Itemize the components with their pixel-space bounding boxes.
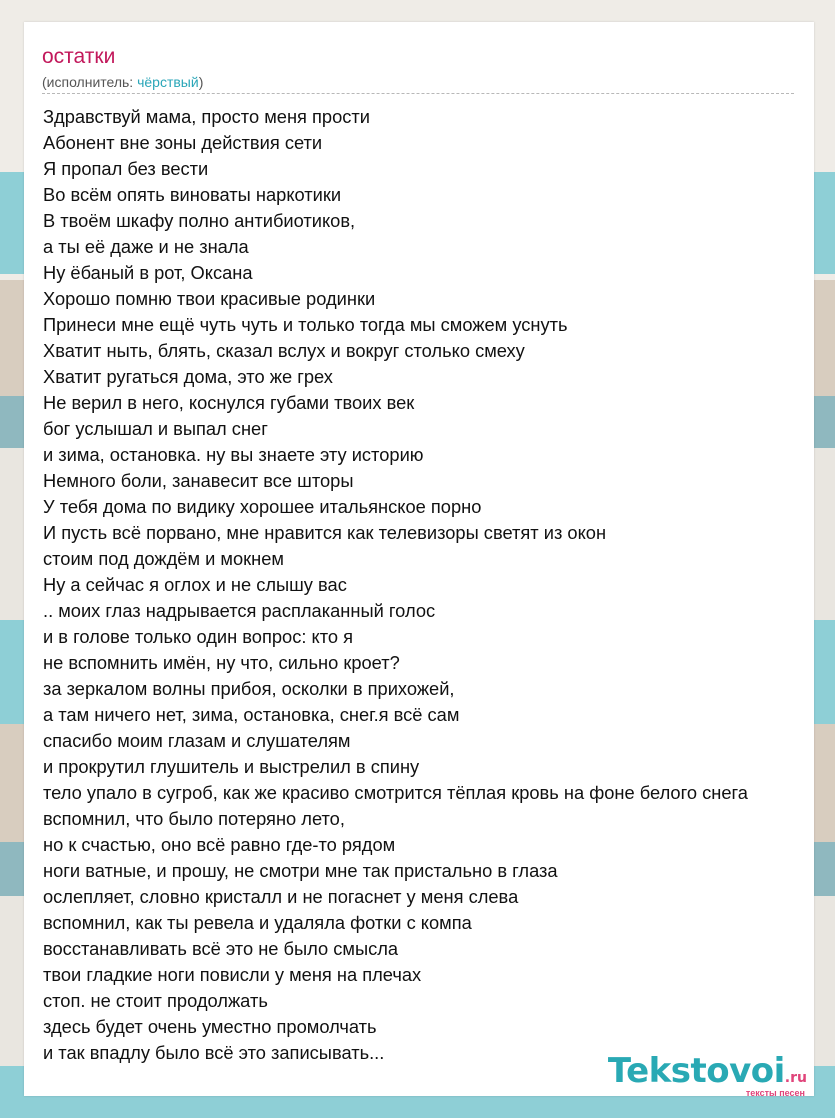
lyric-line: Ну а сейчас я оглох и не слышу вас [43,574,347,595]
lyric-line: В твоём шкафу полно антибиотиков, [43,210,356,231]
lyric-line: Здравствуй мама, просто меня прости [43,106,370,127]
song-title: остатки [42,45,116,68]
lyric-line: и так впадлу было всё это записывать... [43,1042,385,1063]
lyric-line: а там ничего нет, зима, остановка, снег.я всё сам [43,704,460,725]
lyric-line: ноги ватные, и прошу, не смотри мне так пристально в глаза [43,860,558,881]
lyric-line: У тебя дома по видику хорошее итальянское порно [43,496,482,517]
performer-suffix: ) [198,74,204,90]
dashed-divider [42,93,794,94]
logo-tagline: тексты песен [745,1088,805,1098]
lyric-line: и прокрутил глушитель и выстрелил в спину [43,756,420,777]
lyric-line: стоп. не стоит продолжать [43,990,268,1011]
lyric-line: вспомнил, как ты ревела и удаляла фотки с компа [43,912,472,933]
lyric-line: стоим под дождём и мокнем [43,548,284,569]
logo-tld: .ru [784,1070,807,1086]
lyric-line: Во всём опять виноваты наркотики [43,184,342,205]
lyric-line: за зеркалом волны прибоя, осколки в прихожей, [43,678,455,699]
lyric-line: Хватит ныть, блять, сказал вслух и вокруг столько смеху [43,340,525,361]
lyric-line: восстанавливать всё это не было смысла [43,938,399,959]
lyric-line: ослепляет, словно кристалл и не погаснет у меня слева [43,886,519,907]
lyric-line: бог услышал и выпал снег [43,418,268,439]
lyric-line: Абонент вне зоны действия сети [43,132,323,153]
lyric-line: спасибо моим глазам и слушателям [43,730,351,751]
lyric-line: здесь будет очень уместно промолчать [43,1016,377,1037]
lyrics-text [43,104,748,1066]
lyric-line: И пусть всё порвано, мне нравится как телевизоры светят из окон [43,522,607,543]
lyric-line: Я пропал без вести [43,158,209,179]
lyric-line: Хорошо помню твои красивые родинки [43,288,376,309]
lyric-line: твои гладкие ноги повисли у меня на плечах [43,964,422,985]
lyric-line: тело упало в сугроб, как же красиво смотрится тёплая кровь на фоне белого снега [43,782,748,803]
performer-link[interactable]: чёрствый [137,74,199,90]
lyric-line: Немного боли, занавесит все шторы [43,470,354,491]
performer-line [42,73,203,91]
lyric-line: Хватит ругаться дома, это же грех [43,366,333,387]
performer-prefix: (исполнитель: [42,74,138,90]
lyric-line: Принеси мне ещё чуть чуть и только тогда мы сможем уснуть [43,314,568,335]
lyric-line: и в голове только один вопрос: кто я [43,626,354,647]
site-logo[interactable] [607,1051,807,1098]
lyrics-card [24,22,814,1096]
lyric-line: .. моих глаз надрывается расплаканный голос [43,600,436,621]
lyric-line: вспомнил, что было потеряно лето, [43,808,345,829]
lyric-line: Не верил в него, коснулся губами твоих век [43,392,415,413]
lyric-line: Ну ёбаный в рот, Оксана [43,262,253,283]
lyric-line: но к счастью, оно всё равно где-то рядом [43,834,396,855]
lyric-line: не вспомнить имён, ну что, сильно кроет? [43,652,400,673]
lyric-line: а ты её даже и не знала [43,236,249,257]
lyric-line: и зима, остановка. ну вы знаете эту историю [43,444,424,465]
logo-wordmark: Tekstovoi [607,1051,785,1091]
